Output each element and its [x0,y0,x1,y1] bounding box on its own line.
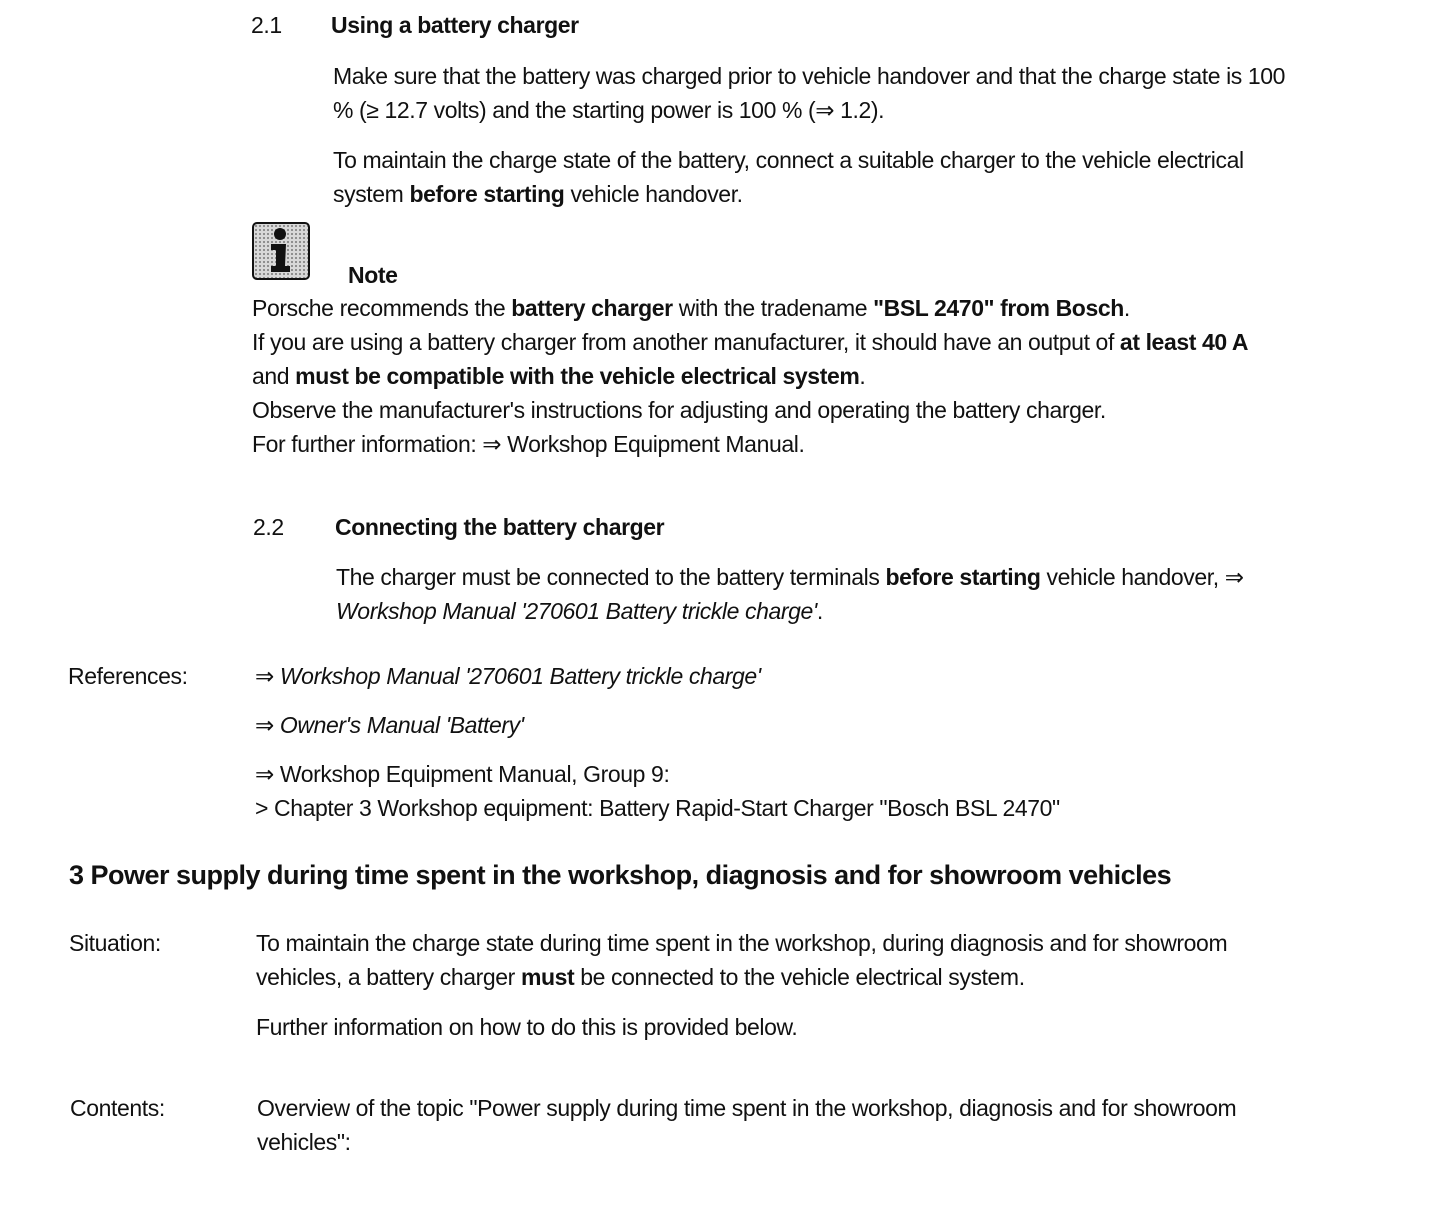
situation-line3: Further information on how to do this is provided below. [256,1014,798,1040]
note-label: Note [348,262,398,288]
section-2-2-number: 2.2 [253,514,284,540]
reference-2: ⇒ Owner's Manual 'Battery' [255,712,524,738]
section-2-2-line1: The charger must be connected to the battery terminals before starting vehicle handover, ⇒ [336,564,1244,590]
contents-line2: vehicles": [257,1129,351,1155]
section-2-1-para1-line1: Make sure that the battery was charged prior to vehicle handover and that the charge state is 100 [333,63,1286,89]
note-line-1: Porsche recommends the battery charger with the tradename "BSL 2470" from Bosch. [252,295,1130,321]
reference-1: ⇒ Workshop Manual '270601 Battery trickle charge' [255,663,761,689]
note-line-2: If you are using a battery charger from another manufacturer, it should have an output of at least 40 A [252,329,1249,355]
section-2-1-para1-line2: % (≥ 12.7 volts) and the starting power is 100 % (⇒ 1.2). [333,97,885,123]
note-line-3: and must be compatible with the vehicle electrical system. [252,363,866,389]
section-2-1-para2-line1: To maintain the charge state of the battery, connect a suitable charger to the vehicle electrical [333,147,1244,173]
situation-line2: vehicles, a battery charger must be connected to the vehicle electrical system. [256,964,1025,990]
section-2-2-title: Connecting the battery charger [335,514,665,540]
section-3-heading: 3 Power supply during time spent in the workshop, diagnosis and for showroom vehicles [69,860,1172,890]
situation-line1: To maintain the charge state during time spent in the workshop, during diagnosis and for showroom [256,930,1228,956]
section-2-1-para2-line2: system before starting vehicle handover. [333,181,743,207]
contents-line1: Overview of the topic "Power supply during time spent in the workshop, diagnosis and for showroom [257,1095,1237,1121]
reference-3-line1: ⇒ Workshop Equipment Manual, Group 9: [255,761,670,787]
section-2-2-line2: Workshop Manual '270601 Battery trickle charge'. [336,598,823,624]
reference-3-line2: > Chapter 3 Workshop equipment: Battery Rapid-Start Charger "Bosch BSL 2470" [255,795,1060,821]
situation-label: Situation: [69,930,161,956]
note-line-4: Observe the manufacturer's instructions for adjusting and operating the battery charger. [252,397,1106,423]
info-icon [252,222,310,280]
references-label: References: [68,663,188,689]
contents-label: Contents: [70,1095,165,1121]
section-2-1-title: Using a battery charger [331,12,579,38]
note-line-5: For further information: ⇒ Workshop Equipment Manual. [252,431,805,457]
section-2-1-number: 2.1 [251,12,282,38]
